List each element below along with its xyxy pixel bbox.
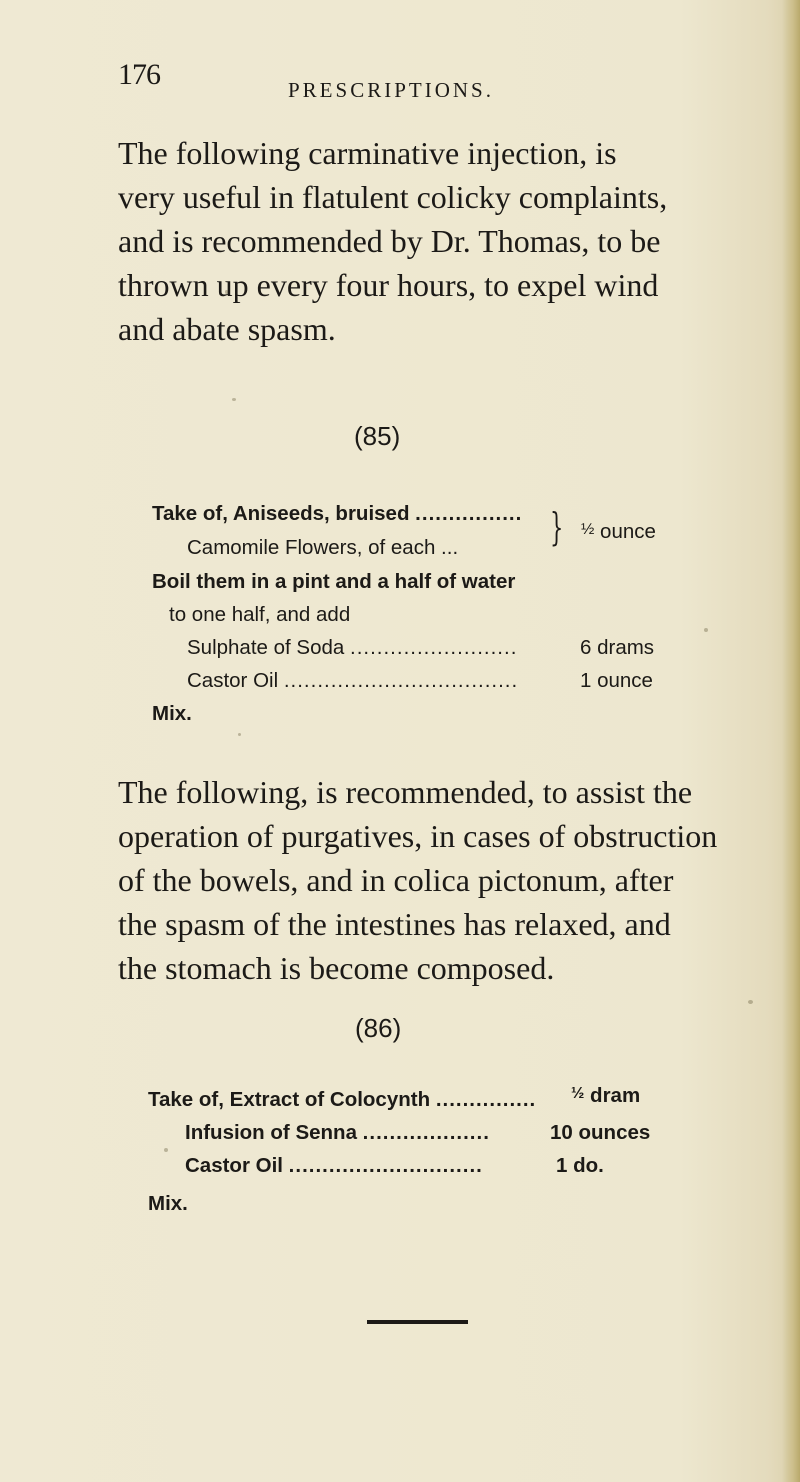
recipe-85-line-soda	[187, 636, 517, 660]
recipe-86-colocynth-quantity	[571, 1084, 640, 1108]
recipe-85-brace-quantity	[581, 520, 656, 544]
running-head: PRESCRIPTIONS.	[288, 78, 494, 102]
recipe-85-number: (85)	[354, 421, 401, 451]
paragraph-line: The following carminative injection, is	[118, 135, 617, 171]
recipe-86-line-castor-oil	[185, 1154, 483, 1178]
leader-dots: .............................	[288, 1154, 483, 1177]
paragraph-line: and is recommended by Dr. Thomas, to be	[118, 223, 661, 259]
paper-speck	[164, 1148, 168, 1152]
recipe-85-castor-oil-quantity: 1 ounce	[580, 669, 653, 692]
paper-speck	[225, 290, 228, 294]
recipe-85-soda-quantity: 6 drams	[580, 636, 655, 659]
recipe-text: Take of, Extract of Colocynth	[148, 1088, 431, 1111]
paper-speck	[232, 398, 236, 401]
leader-dots: ...................................	[283, 669, 519, 692]
page-edge-shadow	[782, 0, 800, 1482]
recipe-86-castor-oil-quantity: 1 do.	[556, 1154, 604, 1177]
recipe-86-senna-quantity: 10 ounces	[550, 1121, 651, 1144]
curly-brace-icon: }	[550, 505, 564, 549]
paragraph-line: thrown up every four hours, to expel wind	[118, 267, 659, 303]
recipe-86-line-colocynth	[148, 1088, 536, 1112]
paragraph-line: operation of purgatives, in cases of obstruction	[118, 818, 718, 854]
leader-dots: .........................	[350, 636, 518, 659]
paragraph-purgatives	[118, 770, 728, 990]
paragraph-line: The following, is recommended, to assist the	[118, 774, 693, 810]
paragraph-line: of the bowels, and in colica pictonum, after	[118, 862, 674, 898]
page-number: 176	[118, 58, 160, 91]
recipe-text: Castor Oil	[185, 1154, 283, 1177]
recipe-text: Boil them in a pint and a half of water	[152, 570, 516, 593]
recipe-text: Castor Oil	[187, 669, 279, 692]
recipe-85-mix: Mix.	[152, 702, 192, 725]
recipe-86-mix: Mix.	[148, 1192, 188, 1215]
recipe-85-line-castor-oil	[187, 669, 518, 693]
paper-speck	[704, 628, 708, 632]
quantity-fraction: ½	[581, 521, 595, 538]
leader-dots: ...............	[435, 1088, 537, 1111]
quantity-unit: dram	[590, 1084, 641, 1107]
recipe-text: Take of, Aniseeds, bruised	[152, 502, 410, 525]
paper-speck	[748, 1000, 753, 1004]
paper-speck	[238, 733, 241, 736]
leader-dots: ...................	[362, 1121, 490, 1144]
recipe-text: to one half, and add	[169, 603, 351, 626]
recipe-85-line-boil	[152, 570, 515, 594]
paragraph-line: the stomach is become composed.	[118, 950, 555, 986]
quantity-unit: ounce	[600, 520, 656, 543]
quantity-fraction: ½	[571, 1085, 585, 1102]
paragraph-line: and abate spasm.	[118, 311, 336, 347]
recipe-85-line-one-half	[169, 603, 350, 627]
paragraph-carminative-injection	[118, 131, 728, 351]
leader-dots: ................	[415, 502, 523, 525]
section-rule	[367, 1320, 468, 1324]
paragraph-line: very useful in flatulent colicky complaints,	[118, 179, 668, 215]
recipe-85-line-camomile	[187, 536, 458, 560]
recipe-text: Infusion of Senna	[185, 1121, 357, 1144]
paragraph-line: the spasm of the intestines has relaxed, and	[118, 906, 671, 942]
recipe-86-line-senna	[185, 1121, 490, 1145]
recipe-85-line-aniseeds	[152, 502, 522, 526]
recipe-text: Sulphate of Soda	[187, 636, 345, 659]
recipe-86-number: (86)	[355, 1013, 402, 1043]
recipe-text: Camomile Flowers, of each ...	[187, 536, 459, 559]
